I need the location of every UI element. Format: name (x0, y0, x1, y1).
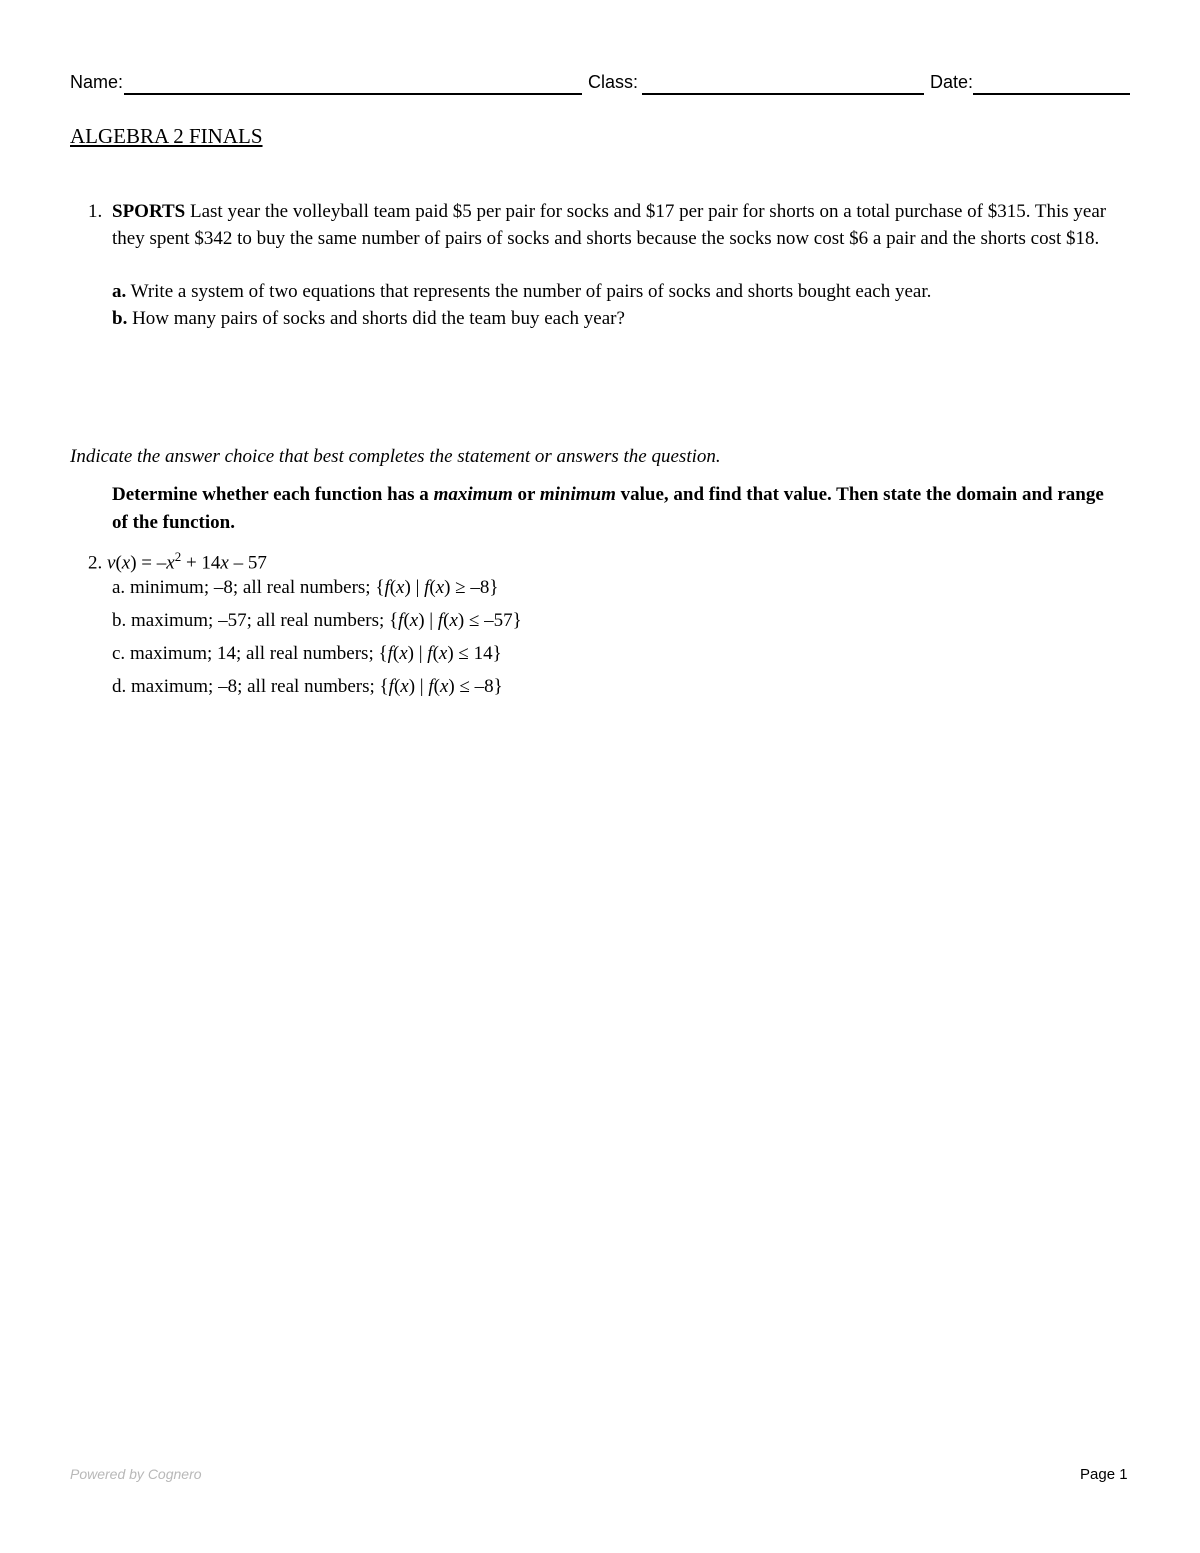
choice-bound: ≤ 14} (453, 643, 502, 664)
fx-f: f (387, 643, 393, 664)
directions-text-3: value, and find that value. Then state the domain and range of the function. (112, 484, 1104, 533)
eq-var-2: x (220, 552, 229, 574)
set-bar: | (413, 643, 428, 664)
directions (112, 481, 1122, 537)
set-bar: | (415, 676, 429, 697)
answer-choice[interactable] (112, 606, 1128, 639)
fx-open-2: ( (443, 610, 450, 631)
fx-close: ) (408, 676, 416, 697)
header-fields (70, 72, 1130, 98)
page-number: Page 1 (1080, 1466, 1128, 1483)
eq-exponent: 2 (174, 549, 182, 564)
fx-var: x (396, 577, 405, 598)
directions-minimum: minimum (539, 484, 616, 505)
part-a-label: a. (112, 281, 127, 302)
fx-open: ( (403, 610, 410, 631)
fx-var-2: x (435, 577, 445, 598)
class-field[interactable] (642, 93, 924, 95)
fx-f: f (384, 577, 390, 598)
fx-open: ( (393, 676, 401, 697)
set-bar: | (410, 577, 425, 598)
fx-open: ( (392, 643, 400, 664)
fx-open-2: ( (429, 577, 436, 598)
question-1-body: Last year the volleyball team paid $5 per pair for socks and $17 per pair for shorts on a total purchase of $315. This year they spent $342 to buy the same number of pairs of socks and shorts because the socks now cost $6 a pair and the shorts cost $18. (112, 201, 1107, 249)
fx-var: x (399, 643, 408, 664)
fx-close: ) (418, 610, 425, 631)
fx-open-2: ( (432, 643, 439, 664)
fx-f-2: f (428, 676, 434, 697)
question-2 (88, 543, 1128, 705)
choice-text: minimum; –8; all real numbers; { (125, 577, 385, 598)
date-label: Date: (930, 72, 974, 92)
directions-maximum: maximum (433, 484, 513, 505)
question-2-number: 2. (88, 552, 103, 574)
fx-close-2: ) (457, 610, 465, 631)
fx-f-2: f (424, 577, 430, 598)
question-topic: SPORTS (112, 201, 186, 222)
directions-text-1: Determine whether each function has a (112, 484, 434, 505)
powered-by: Powered by Cognero (70, 1466, 202, 1482)
part-b-label: b. (112, 308, 128, 329)
fx-var-2: x (439, 676, 449, 697)
question-1 (88, 198, 1128, 332)
fx-close-2: ) (448, 676, 455, 697)
choice-bound: ≥ –8} (450, 577, 499, 598)
fx-f-2: f (437, 610, 444, 631)
choice-label: d. (112, 676, 127, 697)
directions-text-2: or (512, 484, 540, 505)
fx-var-2: x (438, 643, 448, 664)
name-field[interactable] (124, 93, 582, 95)
fx-close: ) (407, 643, 414, 664)
part-a-text: Write a system of two equations that represents the number of pairs of socks and shorts bought each year. (126, 281, 932, 302)
instructions: Indicate the answer choice that best completes the statement or answers the question. (70, 446, 721, 467)
answer-choices (88, 573, 1128, 705)
fx-close-2: ) (444, 577, 451, 598)
answer-choice[interactable] (112, 639, 1128, 672)
choice-text: maximum; –8; all real numbers; { (126, 676, 389, 697)
part-b (112, 305, 1128, 332)
answer-choice[interactable] (112, 672, 1128, 705)
question-number: 1. (88, 201, 103, 222)
fx-var: x (409, 610, 419, 631)
name-label: Name: (70, 72, 124, 92)
part-a (112, 278, 1128, 305)
fx-var: x (400, 676, 409, 697)
question-1-parts (112, 278, 1128, 332)
part-b-text: How many pairs of socks and shorts did the team buy each year? (127, 308, 625, 329)
fx-open: ( (389, 577, 397, 598)
set-bar: | (424, 610, 438, 631)
choice-text: maximum; 14; all real numbers; { (125, 643, 388, 664)
choice-label: a. (112, 577, 126, 598)
fx-f: f (388, 676, 394, 697)
func-var: x (121, 552, 131, 574)
eq-end: – 57 (228, 552, 267, 574)
choice-bound: ≤ –57} (464, 610, 522, 631)
eq-var: x (166, 552, 175, 574)
func-name: v (107, 552, 116, 574)
question-1-text (112, 198, 1128, 252)
fx-f: f (398, 610, 404, 631)
fx-close: ) (404, 577, 411, 598)
choice-text: maximum; –57; all real numbers; { (126, 610, 399, 631)
class-label: Class: (588, 72, 639, 92)
choice-label: b. (112, 610, 127, 631)
eq-rest: + 14 (181, 552, 221, 574)
answer-choice[interactable] (112, 573, 1128, 606)
page-title: ALGEBRA 2 FINALS (70, 124, 263, 148)
fx-f-2: f (427, 643, 433, 664)
fx-close-2: ) (447, 643, 454, 664)
choice-bound: ≤ –8} (454, 676, 503, 697)
fx-var-2: x (449, 610, 458, 631)
date-field[interactable] (973, 93, 1130, 95)
eq-mid: ) = – (130, 552, 167, 574)
choice-label: c. (112, 643, 126, 664)
question-2-stem: 2. $v(x) = -x^2 + 14x - 57$ (88, 549, 267, 574)
fx-open-2: ( (433, 676, 440, 697)
